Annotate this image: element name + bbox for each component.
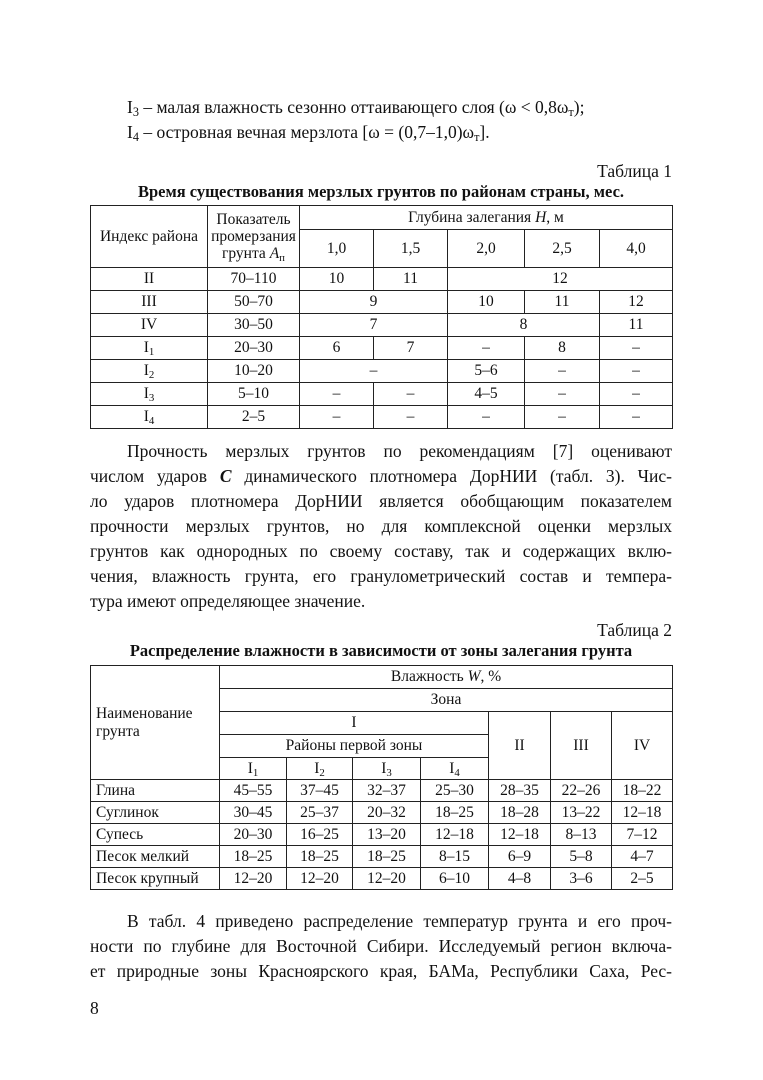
table2-header-r1: $I_1$ <box>220 758 287 780</box>
table2-header-regions: Районы первой зоны <box>220 735 489 758</box>
table2-row: Глина 45–55 37–45 32–37 25–30 28–35 22–26 18–22 <box>91 780 673 802</box>
table1-row: IV 30–50 7 8 11 <box>91 314 673 337</box>
table2-header-zone-3: III <box>551 712 612 780</box>
para2-line: ет природные зоны Красноярского края, БАМа, Республики Саха, Рес- <box>90 961 672 981</box>
para2-line: В табл. 4 приведено распределение температур грунта и его проч- <box>127 911 672 931</box>
table2-header-r3: $I_3$ <box>353 758 421 780</box>
para1-line: тура имеют определяющее значение. <box>90 591 366 611</box>
table1-header-d2: 1,5 <box>374 230 448 268</box>
table1-row: II 70–110 10 11 12 <box>91 268 673 291</box>
intro-line-i4: $I_4$ – островная вечная мерзлота $[\omega = (0,7-1,0)\omega_т]$. <box>127 122 490 144</box>
para1-line: прочности мерзлых грунтов, но для комплексной оценки мерзлых <box>90 516 672 536</box>
table1-row: III 50–70 9 10 11 12 <box>91 291 673 314</box>
para1-line: чения, влажность грунта, его гранулометрический состав и темпера- <box>90 566 672 586</box>
table1-row: $I_2$ 10–20 – 5–6 – – <box>91 360 673 383</box>
table1 <box>90 205 673 429</box>
table1-label: Таблица 1 <box>597 161 672 181</box>
para1-line: грунтов как однородных по своему составу, так и содержащих вклю- <box>90 541 672 561</box>
table2-header-moisture: Влажность W, % <box>220 666 673 689</box>
table2-header-zone: Зона <box>220 689 673 712</box>
table1-header-index: Индекс района <box>91 206 208 268</box>
table2-row: Суглинок 30–45 25–37 20–32 18–25 18–28 13–22 12–18 <box>91 802 673 824</box>
table2-row: Песок мелкий 18–25 18–25 18–25 8–15 6–9 5–8 4–7 <box>91 846 673 868</box>
para1-line: числом ударов C динамического плотномера ДорНИИ (табл. 3). Чис- <box>90 466 672 486</box>
table1-header-d5: 4,0 <box>600 230 673 268</box>
page-number: 8 <box>90 998 99 1018</box>
table2-header-r2: $I_2$ <box>287 758 353 780</box>
table1-header-depth: Глубина залегания H, м <box>300 206 673 230</box>
table2-header-zone-4: IV <box>612 712 673 780</box>
table2-label: Таблица 2 <box>597 620 672 640</box>
table2-row: Супесь 20–30 16–25 13–20 12–18 12–18 8–13 7–12 <box>91 824 673 846</box>
para1-line: Прочность мерзлых грунтов по рекомендациям [7] оценивают <box>127 441 672 461</box>
table2-header-r4: $I_4$ <box>421 758 489 780</box>
table2-header-zone-2: II <box>489 712 551 780</box>
table1-row: $I_3$ 5–10 – – 4–5 – – <box>91 383 673 406</box>
table2-header-name: Наименование грунта <box>91 666 220 780</box>
table1-header-d3: 2,0 <box>448 230 525 268</box>
table1-header-indicator: Показатель промерзания грунта $A_п$ <box>208 206 300 268</box>
table2 <box>90 665 673 890</box>
table1-row: $I_4$ 2–5 – – – – – <box>91 406 673 429</box>
para1-line: ло ударов плотномера ДорНИИ является обобщающим показателем <box>90 491 672 511</box>
table2-header-zone-1: I <box>220 712 489 735</box>
table1-row: $I_1$ 20–30 6 7 – 8 – <box>91 337 673 360</box>
para2-line: ности по глубине для Восточной Сибири. Исследуемый регион включа- <box>90 936 672 956</box>
intro-line-i3: $I_3$ – малая влажность сезонно оттаивающего слоя $(\omega < 0,8\omega_т)$; <box>127 97 585 119</box>
table2-row: Песок крупный 12–20 12–20 12–20 6–10 4–8 3–6 2–5 <box>91 868 673 890</box>
table1-title: Время существования мерзлых грунтов по районам страны, мес. <box>137 182 625 201</box>
table2-title: Распределение влажности в зависимости от зоны залегания грунта <box>129 641 633 660</box>
table1-header-d4: 2,5 <box>525 230 600 268</box>
table1-header-d1: 1,0 <box>300 230 374 268</box>
